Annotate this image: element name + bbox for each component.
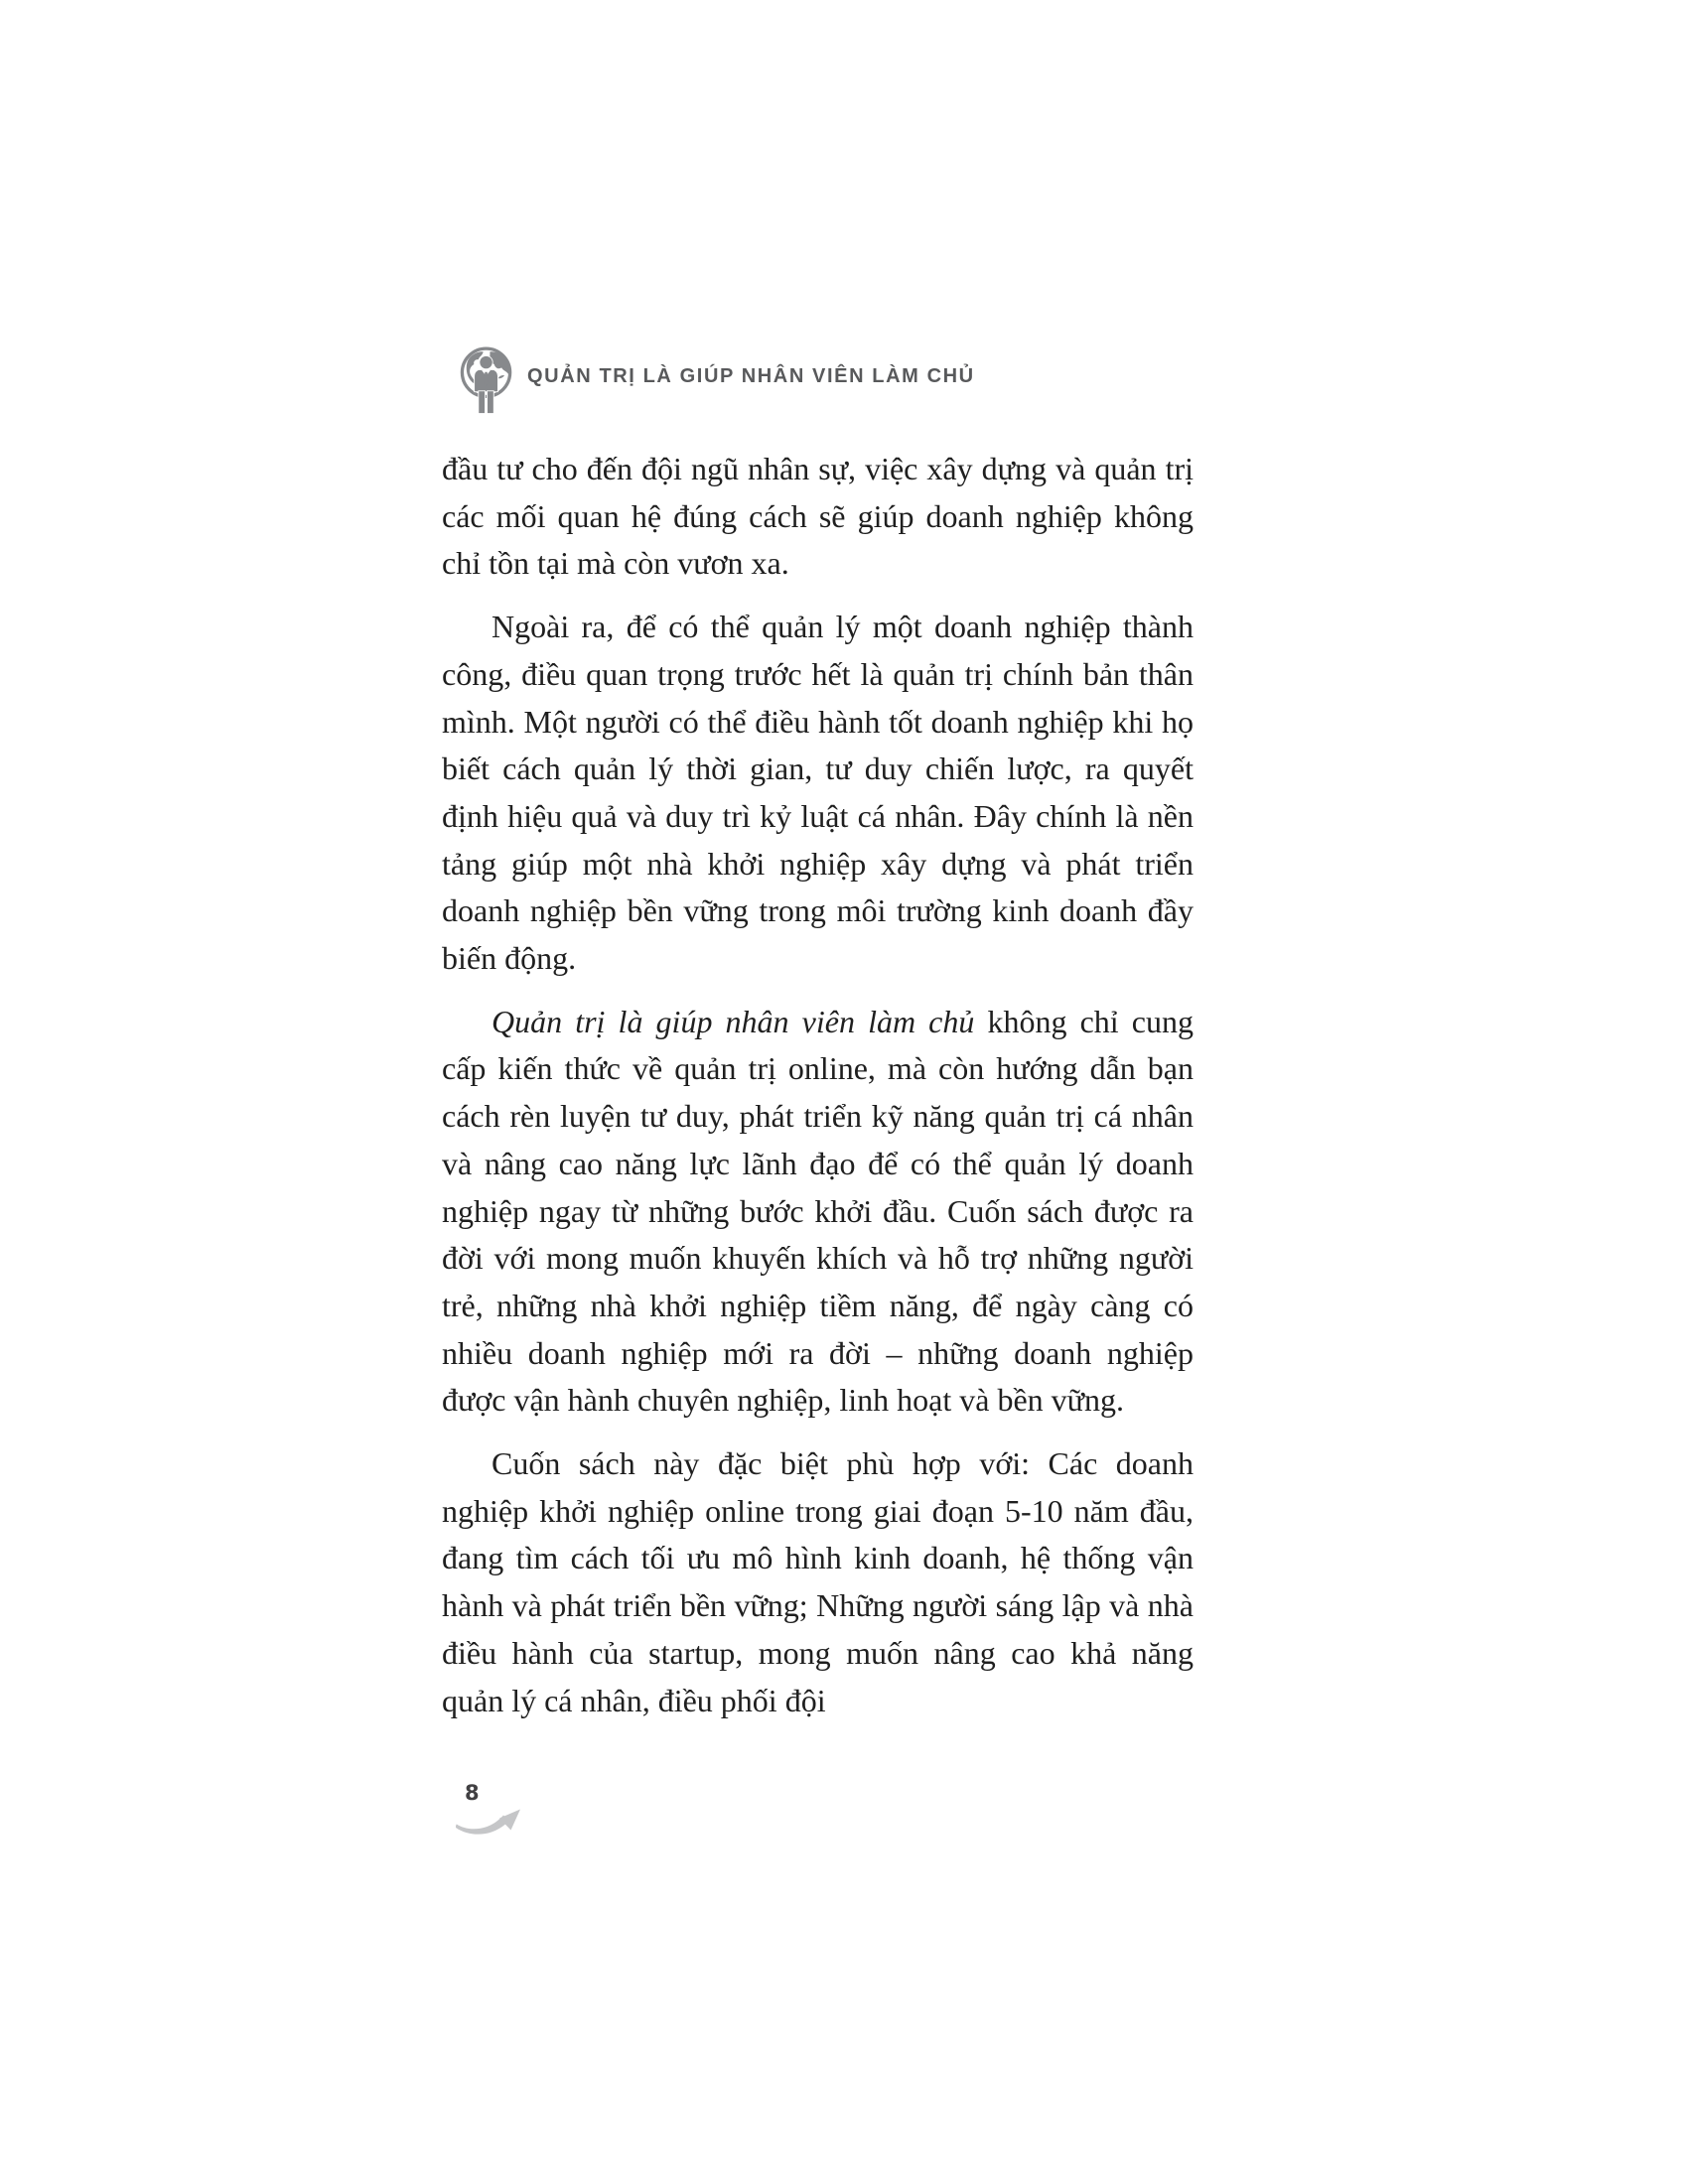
paragraph [442,999,1194,1425]
globe-businessman-icon [460,346,514,416]
text-run: Cuốn sách này đặc biệt phù hợp với: Các doanh nghiệp khởi nghiệp online trong giai đoạn 5-10 năm đầu, đang tìm cách tối ưu mô hình kinh doanh, hệ thống vận hành và phát triển bền vững; Những người sáng lập và nhà điều hành của startup, mong muốn nâng cao khả năng quản lý cá nhân, điều phối đội [442,1445,1194,1718]
curved-arrow-swoosh-icon [453,1805,530,1843]
paragraph [442,446,1194,588]
text-run: không chỉ cung cấp kiến thức về quản trị online, mà còn hướng dẫn bạn cách rèn luyện tư duy, phát triển kỹ năng quản trị cá nhân và nâng cao năng lực lãnh đạo để có thể quản lý doanh nghiệp ngay từ những bước khởi đầu. Cuốn sách được ra đời với mong muốn khuyến khích và hỗ trợ những người trẻ, những nhà khởi nghiệp tiềm năng, để ngày càng có nhiều doanh nghiệp mới ra đời – những doanh nghiệp được vận hành chuyên nghiệp, linh hoạt và bền vững. [442,1003,1195,1419]
page-number: 8 [465,1781,480,1805]
text-run: Ngoài ra, để có thể quản lý một doanh nghiệp thành công, điều quan trọng trước hết là quản trị chính bản thân mình. Một người có thể điều hành tốt doanh nghiệp khi họ biết cách quản lý thời gian, tư duy chiến lược, ra quyết định hiệu quả và duy trì kỷ luật cá nhân. Đây chính là nền tảng giúp một nhà khởi nghiệp xây dựng và phát triển doanh nghiệp bền vững trong môi trường kinh doanh đầy biến động. [442,609,1194,977]
running-title: QUẢN TRỊ LÀ GIÚP NHÂN VIÊN LÀM CHỦ [527,365,975,387]
text-run: đầu tư cho đến đội ngũ nhân sự, việc xây dựng và quản trị các mối quan hệ đúng cách sẽ giúp doanh nghiệp không chỉ tồn tại mà còn vươn xa. [442,451,1194,582]
book-title-italic: Quản trị là giúp nhân viên làm chủ [492,1003,975,1039]
paragraph [442,604,1194,983]
body-text [442,446,1194,1740]
page-header [460,346,975,416]
paragraph [442,1440,1194,1724]
